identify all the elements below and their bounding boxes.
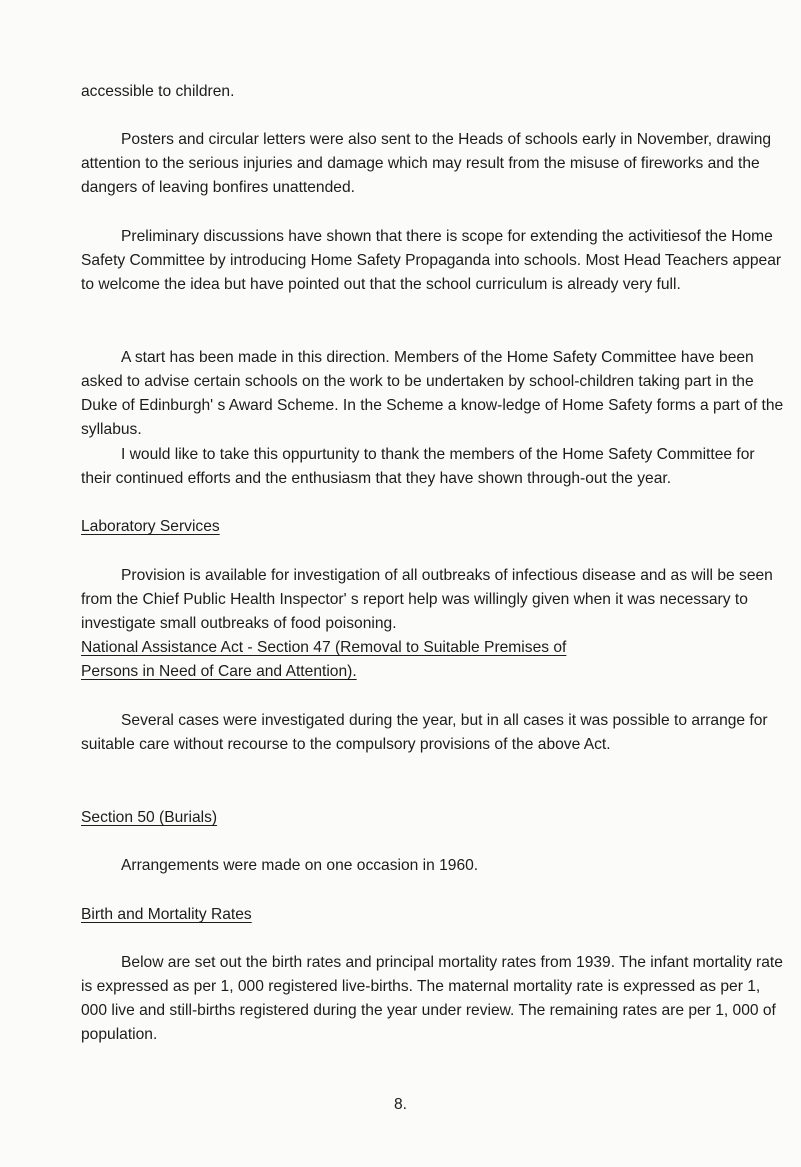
paragraph-national-assistance: Several cases were investigated during the year, but in all cases it was possible to arrange for suitable care without recourse to the compulsory provisions of the above Act. [81, 712, 768, 753]
heading-laboratory-services: Laboratory Services [81, 518, 220, 535]
paragraph-section-50: Arrangements were made on one occasion in 1960. [121, 857, 479, 874]
page-number: 8. [393, 1096, 407, 1113]
paragraph-laboratory: Provision is available for investigation of all outbreaks of infectious disease and as will be seen from the Chief Public Health Inspector' s report help was willingly given when it was necessary to investigate small outbreaks of food poisoning. [81, 567, 773, 632]
heading-national-assistance-line2: Persons in Need of Care and Attention). [81, 663, 357, 680]
opening-line: accessible to children. [81, 83, 235, 100]
paragraph-start: A start has been made in this direction. Members of the Home Safety Committee have been asked to advise certain schools on the work to be undertaken by school-children taking part in the Duke of Edinburgh' s Award Scheme. In the Scheme a know-ledge of Home Safety forms a part of the syllabus. [81, 349, 784, 438]
paragraph-preliminary: Preliminary discussions have shown that there is scope for extending the activitiesof the Home Safety Committee by introducing Home Safety Propaganda into schools. Most Head Teachers appear to welcome the idea but have pointed out that the school curriculum is already very full. [81, 228, 782, 293]
paragraph-thanks: I would like to take this oppurtunity to thank the members of the Home Safety Committee for their continued efforts and the enthusiasm that they have shown through-out the year. [81, 446, 755, 487]
paragraph-birth-mortality: Below are set out the birth rates and principal mortality rates from 1939. The infant mortality rate is expressed as per 1, 000 registered live-births. The maternal mortality rate is expressed as per 1, 000 live and still-births registered during the year under review. The remaining rates are per 1, 000 of population. [81, 954, 783, 1043]
paragraph-posters: Posters and circular letters were also sent to the Heads of schools early in November, drawing attention to the serious injuries and damage which may result from the misuse of fireworks and the dangers of leaving bonfires unattended. [81, 131, 772, 196]
heading-national-assistance-line1: National Assistance Act - Section 47 (Removal to Suitable Premises of [81, 639, 567, 656]
heading-birth-mortality: Birth and Mortality Rates [81, 906, 252, 923]
heading-section-50: Section 50 (Burials) [81, 809, 218, 826]
